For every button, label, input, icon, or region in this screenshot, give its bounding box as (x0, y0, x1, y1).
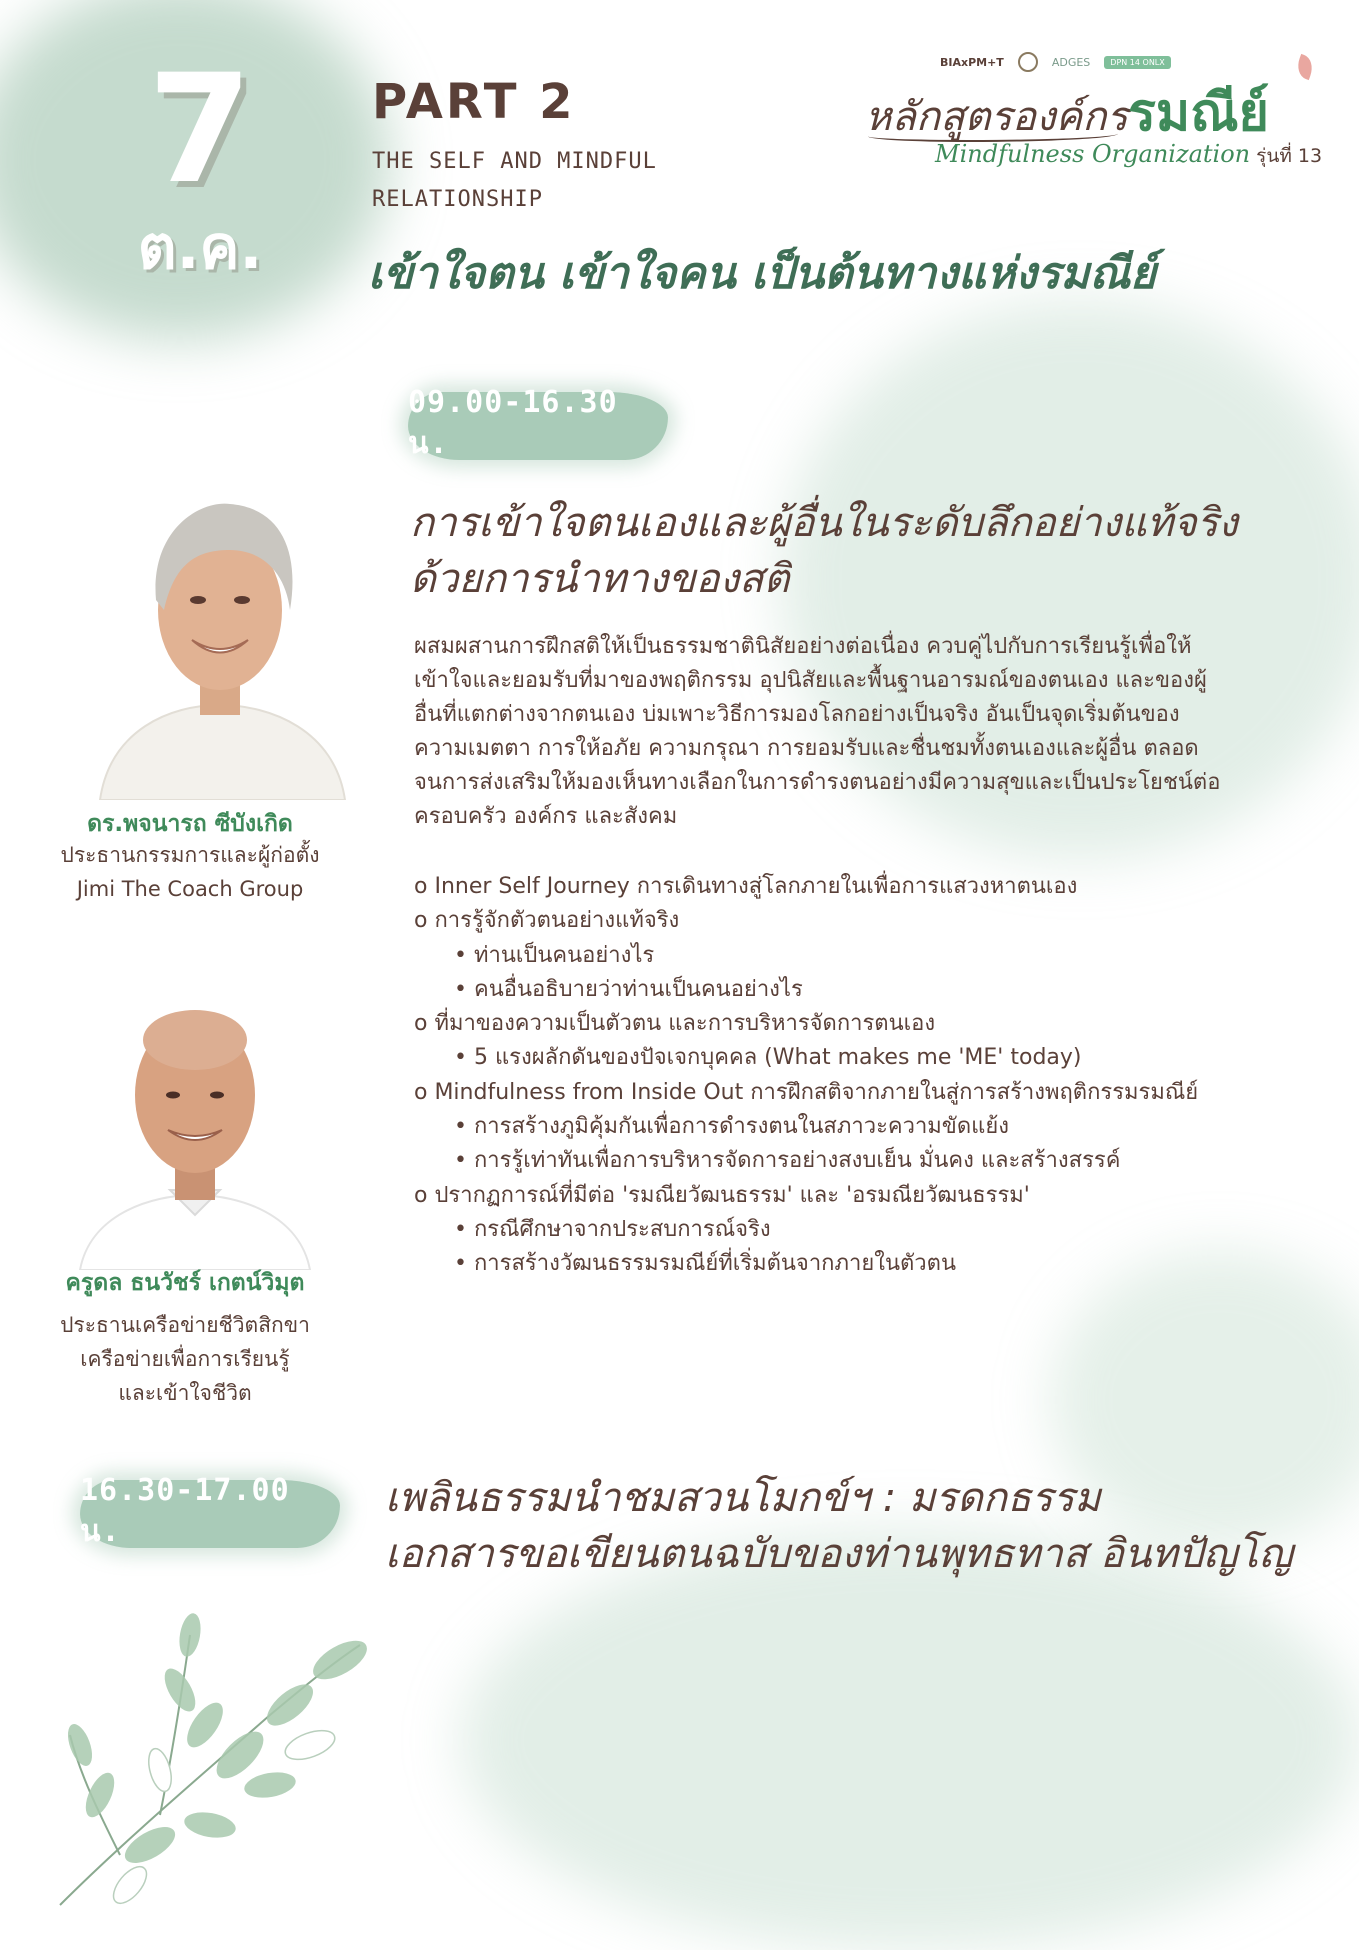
cohort-label: รุ่นที่ 13 (1256, 145, 1323, 167)
date-block (95, 43, 305, 283)
speaker2-role (40, 1308, 330, 1410)
description-line: ผสมผสานการฝึกสติให้เป็นธรรมชาตินิสัยอย่างต่อเนื่อง ควบคู่ไปกับการเรียนรู้เพื่อให้ (414, 634, 1192, 659)
agenda-subitem: • 5 แรงผลักดันของปัจเจกบุคคล (What makes me 'ME' today) (414, 1041, 1314, 1075)
session1-agenda (414, 870, 1314, 1282)
seal-icon (1018, 52, 1038, 72)
program-title-accent: รมณีย์ (1128, 82, 1269, 143)
speaker1-role-line2: Jimi The Coach Group (76, 877, 304, 901)
speaker2-name: ครูดล ธนวัชร์ เกตน์วิมุต (65, 1270, 305, 1296)
session2-title-line1: เพลินธรรมนำชมสวนโมกข์ฯ : มรดกธรรม (385, 1475, 1101, 1521)
session1-title (410, 495, 1310, 607)
agenda-item: o Inner Self Journey การเดินทางสู่โลกภายในเพื่อการแสวงหาตนเอง (414, 870, 1314, 904)
logo-dpn: DPN 14 ONLX (1104, 56, 1170, 69)
part-subtitle (372, 143, 692, 219)
leafy-branch-illustration (40, 1595, 400, 1915)
part-subtitle-line1: THE SELF AND MINDFUL (372, 149, 657, 174)
agenda-subitem: • คนอื่นอธิบายว่าท่านเป็นคนอย่างไร (414, 973, 1314, 1007)
speaker2-photo (70, 1000, 320, 1270)
speaker1-name: ดร.พจนารถ ซีบังเกิด (87, 811, 293, 837)
program-subtitle (935, 140, 1322, 171)
part-subtitle-line2: RELATIONSHIP (372, 187, 543, 212)
session1-description (414, 630, 1274, 834)
part-title: PART 2 (372, 74, 576, 130)
agenda-subitem: • การสร้างภูมิคุ้มกันเพื่อการดำรงตนในสภาวะความขัดแย้ง (414, 1110, 1314, 1144)
description-line: ครอบครัว องค์กร และสังคม (414, 804, 678, 829)
speaker1-photo (80, 490, 360, 800)
leaf-accent-icon (1294, 54, 1317, 80)
agenda-item: o การรู้จักตัวตนอย่างแท้จริง (414, 904, 1314, 938)
session1-title-line1: การเข้าใจตนเองและผู้อื่นในระดับลึกอย่างแท้จริง (410, 500, 1238, 546)
session2-title (385, 1470, 1325, 1582)
headline: เข้าใจตน เข้าใจคน เป็นต้นทางแห่งรมณีย์ (368, 248, 1156, 299)
description-line: จนการส่งเสริมให้มองเห็นทางเลือกในการดำรงตนอย่างมีความสุขและเป็นประโยชน์ต่อ (414, 770, 1221, 795)
session1-title-line2: ด้วยการนำทางของสติ (410, 556, 790, 602)
agenda-subitem: • การรู้เท่าทันเพื่อการบริหารจัดการอย่างสงบเย็น มั่นคง และสร้างสรรค์ (414, 1144, 1314, 1178)
agenda-item: o ปรากฏการณ์ที่มีต่อ 'รมณียวัฒนธรรม' และ 'อรมณียวัฒนธรรม' (414, 1179, 1314, 1213)
program-title-prefix: หลักสูตรองค์กร (865, 94, 1128, 140)
agenda-item: o Mindfulness from Inside Out การฝึกสติจากภายในสู่การสร้างพฤติกรรมรมณีย์ (414, 1076, 1314, 1110)
speaker2-role-line2: เครือข่ายเพื่อการเรียนรู้ (80, 1347, 290, 1371)
program-subtitle-text: Mindfulness Organization (935, 140, 1251, 168)
session2-title-line2: เอกสารขอเขียนตนฉบับของท่านพุทธทาส อินทปัญโญ (385, 1531, 1293, 1577)
logo-bia: BIAxPM+T (940, 55, 1004, 69)
agenda-subitem: • กรณีศึกษาจากประสบการณ์จริง (414, 1213, 1314, 1247)
logo-adges: ADGES (1051, 55, 1091, 69)
agenda-subitem: • ท่านเป็นคนอย่างไร (414, 939, 1314, 973)
speaker1-role (40, 838, 340, 906)
session2-time-badge: 16.30-17.00 น. (80, 1480, 340, 1548)
speaker2-role-line3: และเข้าใจชีวิต (118, 1381, 252, 1405)
description-line: อื่นที่แตกต่างจากตนเอง บ่มเพาะวิธีการมองโลกอย่างเป็นจริง อันเป็นจุดเริ่มต้นของ (414, 702, 1180, 727)
date-day: 7 (147, 43, 253, 217)
agenda-subitem: • การสร้างวัฒนธรรมรมณีย์ที่เริ่มต้นจากภายในตัวตน (414, 1247, 1314, 1281)
watercolor-wash-bottom (460, 1530, 1359, 1950)
session1-time-badge: 09.00-16.30 น. (408, 392, 668, 460)
agenda-item: o ที่มาของความเป็นตัวตน และการบริหารจัดการตนเอง (414, 1007, 1314, 1041)
date-month: ต.ค. (137, 213, 263, 283)
description-line: เข้าใจและยอมรับที่มาของพฤติกรรม อุปนิสัยและพื้นฐานอารมณ์ของตนเอง และของผู้ (414, 668, 1207, 693)
speaker1-role-line1: ประธานกรรมการและผู้ก่อตั้ง (60, 843, 320, 867)
speaker2-role-line1: ประธานเครือข่ายชีวิตสิกขา (60, 1313, 310, 1337)
description-line: ความเมตตา การให้อภัย ความกรุณา การยอมรับและชื่นชมทั้งตนเองและผู้อื่น ตลอด (414, 736, 1199, 761)
partner-logos (940, 52, 1171, 72)
